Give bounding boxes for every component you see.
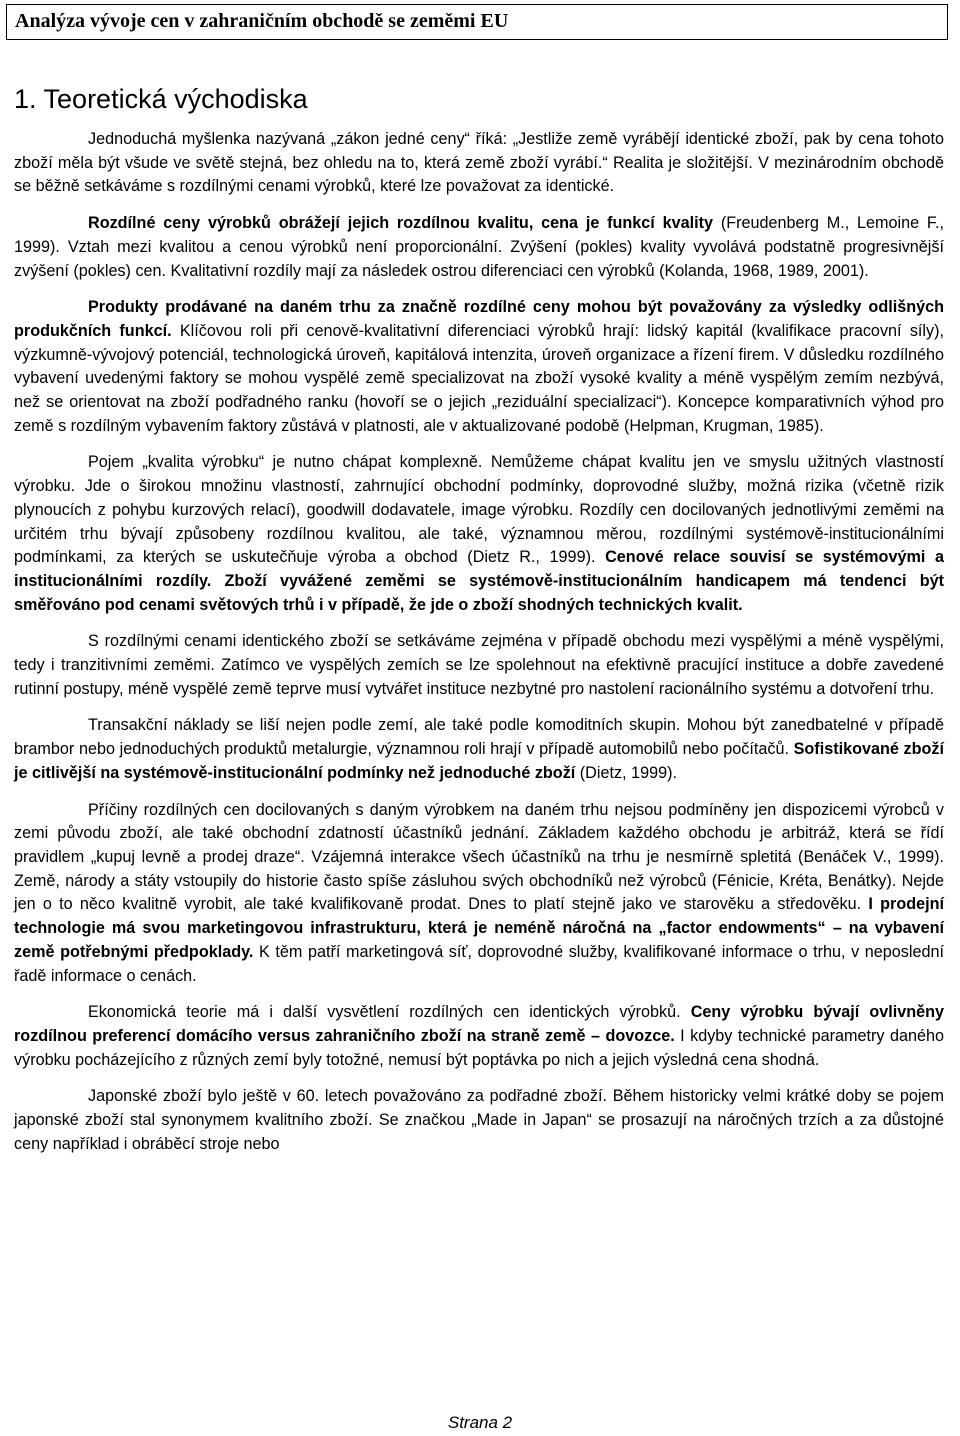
text-run: K těm patří marketingová síť, doprovodné služby, kvalifikované informace o trhu, v neposlední řadě informace o cenách. (14, 942, 944, 985)
header-title: Analýza vývoje cen v zahraničním obchodě se zeměmi EU (15, 10, 509, 32)
section-heading: 1. Teoretická východiska (14, 84, 308, 114)
text-run: Japonské zboží bylo ještě v 60. letech považováno za podřadné zboží. Během historicky velmi krátké doby se pojem japonské zboží stal synonymem kvalitního zboží. Se značkou „Made in Japan“ se prosazují na náročných trzích a za důstojné ceny například i obráběcí stroje nebo (14, 1087, 944, 1153)
bold-text-run: Ceny výrobku bývají ovlivněny rozdílnou preferencí domácího versus zahraničního zboží na straně země – dovozce. (14, 1003, 944, 1045)
text-run: I kdyby technické parametry daného výrobku pocházejícího z různých zemí byly totožné, nemusí být poptávka po nich a jejich výsledná cena shodná. (14, 1026, 944, 1069)
paragraph (14, 212, 944, 283)
bold-text-run: I prodejní technologie má svou marketingovou infrastrukturu, která je neméně náročná na „factor endowments“ – na vybavení země potřebnými předpoklady. (14, 895, 944, 961)
text-run: Klíčovou roli při cenově-kvalitativní diferenciaci výrobků hrají: lidský kapitál (kvalifikace pracovní síly), výzkumně-vývojový potenciál, technologická úroveň, kapitálová intenzita, úroveň organizace a řízení firem. V důsledku rozdílného vybavení uvedenými faktory se mohou vyspělé země specializovat na zboží vysoké kvality a méně vyspělým zemím nezbývá, než se orientovat na zboží podřadného ranku (hovoří se o jejich „reziduální specializaci“). Koncepce komparativních výhod pro země s rozdílným vybavením faktory zůstává v platnosti, ale v aktualizované podobě (Helpman, Krugman, 1985). (14, 321, 944, 435)
text-run: Pojem „kvalita výrobku“ je nutno chápat komplexně. Nemůžeme chápat kvalitu jen ve smyslu užitných vlastností výrobku. Jde o širokou množinu vlastností, zahrnující obchodní podmínky, doprovodné služby, možná rizika (včetně rizik plynoucích z pohybu kurzových relací), goodwill dodavatele, image výrobku. Rozdíly cen docilovaných jednotlivými zeměmi na určitém trhu bývají způsobeny rozdílnou kvalitou, ale také, významnou měrou, rozdílnými systémově-institucionálními podmínkami, za kterých se uskutečňuje výroba a obchod (Dietz R., 1999). (14, 453, 944, 567)
text-run: (Freudenberg M., Lemoine F., 1999). Vztah mezi kvalitou a cenou výrobků není proporcionální. Zvýšení (pokles) kvality vyvolává podstatně progresivnější zvýšení (pokles) cen. Kvalitativní rozdíly mají za následek ostrou diferenciaci cen výrobků (Kolanda, 1968, 1989, 2001). (14, 214, 944, 280)
paragraph (14, 1085, 944, 1156)
page-number: Strana 2 (447, 1413, 513, 1432)
bold-text-run: Rozdílné ceny výrobků obrážejí jejich rozdílnou kvalitu, cena je funkcí kvality (88, 214, 714, 233)
paragraph (14, 714, 944, 785)
text-run: Příčiny rozdílných cen docilovaných s daným výrobkem na daném trhu nejsou podmíněny jen dispozicemi výrobců v zemi původu zboží, ale také obchodní zdatností účastníků jednání. Základem každého obchodu je arbitráž, která se řídí pravidlem „kupuj levně a prodej draze“. Vzájemná interakce všech účastníků na trhu je nesmírně spletitá (Benáček V., 1999). Země, národy a státy vstoupily do historie často spíše zásluhou svých obchodníků než výrobců (Fénicie, Kréta, Benátky). Nejde jen o to něco kvalitně vyrobit, ale také kvalifikovaně prodat. Dnes to platí stejně jako ve starověku a středověku. (14, 800, 944, 914)
paragraph (14, 128, 944, 199)
paragraph (14, 451, 944, 617)
paragraph (14, 1001, 944, 1072)
text-run: Transakční náklady se liší nejen podle zemí, ale také podle komoditních skupin. Mohou být zanedbatelné v případě brambor nebo jednoduchých produktů metalurgie, významnou roli hrají v případě automobilů nebo počítačů. (14, 716, 944, 759)
bold-text-run: Cenové relace souvisí se systémovými a institucionálními rozdíly. Zboží vyvážené zeměmi se systémově-institucionálním handicapem má tendenci být směřováno pod cenami světových trhů i v případě, že jde o zboží shodných technických kvalit. (14, 548, 944, 614)
bold-text-run: Sofistikované zboží je citlivější na systémově-institucionální podmínky než jednoduché zboží (14, 740, 944, 782)
body-text (14, 128, 944, 1169)
running-header (6, 4, 948, 40)
paragraph (14, 296, 944, 438)
text-run: Ekonomická teorie má i další vysvětlení rozdílných cen identických výrobků. (88, 1003, 691, 1022)
text-run: (Dietz, 1999). (575, 763, 677, 782)
paragraph (14, 630, 944, 701)
text-run: S rozdílnými cenami identického zboží se setkáváme zejména v případě obchodu mezi vyspělými a méně vyspělými, tedy i tranzitivními zeměmi. Zatímco ve vyspělých zemích se lze spolehnout na efektivně pracující instituce a dobře zavedené rutinní postupy, méně vyspělé země teprve musí vytvářet instituce nezbytné pro nastolení racionálního systému a dotvoření trhu. (14, 632, 944, 698)
bold-text-run: Produkty prodávané na daném trhu za značně rozdílné ceny mohou být považovány za výsledky odlišných produkčních funkcí. (14, 298, 944, 340)
text-run: Jednoduchá myšlenka nazývaná „zákon jedné ceny“ říká: „Jestliže země vyrábějí identické zboží, pak by cena tohoto zboží měla být všude ve světě stejná, bez ohledu na to, která země zboží vyrábí.“ Realita je složitější. V mezinárodním obchodě se běžně setkáváme s rozdílnými cenami výrobků, které lze považovat za identické. (14, 130, 944, 196)
paragraph (14, 799, 944, 989)
